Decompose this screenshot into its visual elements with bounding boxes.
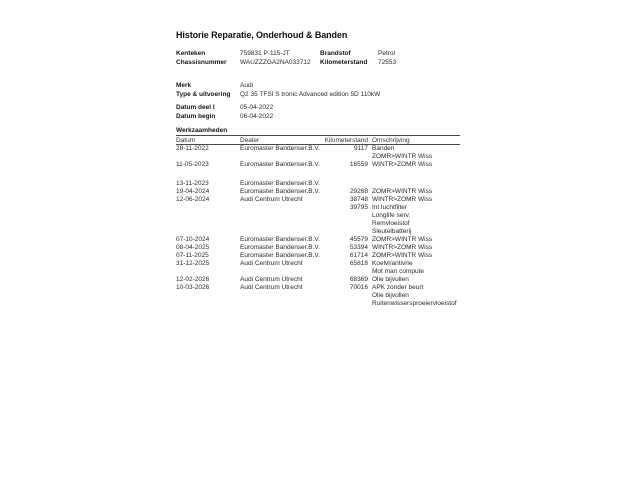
type-uitvoering-label: Type & uitvoering (176, 91, 231, 98)
cell-omschrijving: Mot man compute (372, 268, 425, 275)
table-row-spacer (176, 169, 460, 180)
table-row (176, 212, 460, 220)
table-row (176, 228, 460, 236)
vehicle-make-section (176, 81, 460, 99)
cell-datum: 08-04-2025 (176, 244, 210, 251)
cell-kilometerstand (317, 300, 368, 308)
table-row (176, 153, 460, 161)
cell-datum: 07-11-2025 (176, 252, 209, 259)
table-row (176, 188, 460, 196)
cell-datum: 10-03-2026 (176, 284, 210, 291)
cell-datum: 31-12-2025 (176, 260, 210, 267)
cell-dealer: Euromaster Bandenser.B.V. (240, 180, 320, 187)
datum-deel-label: Datum deel I (176, 104, 215, 111)
type-uitvoering-value: Q2 35 TFSI S tronic Advanced edition 5D 110kW (240, 91, 381, 98)
cell-kilometerstand (317, 268, 368, 276)
table-row (176, 284, 460, 292)
merk-label: Merk (176, 82, 192, 89)
column-header-kilometerstand: Kilometerstand (324, 137, 368, 144)
cell-kilometerstand (317, 212, 368, 220)
merk-value: Audi (240, 82, 254, 89)
cell-omschrijving: WINTR>ZOMR Wiss (372, 244, 433, 251)
cell-kilometerstand (317, 220, 368, 228)
cell-dealer: Euromaster Bandenser.B.V. (240, 244, 320, 251)
cell-omschrijving: Olie bijvullen (372, 292, 409, 299)
cell-omschrijving (368, 180, 460, 188)
cell-datum: 19-04-2024 (176, 188, 210, 195)
table-row (176, 268, 460, 276)
report-content (176, 30, 460, 308)
cell-dealer (240, 228, 317, 236)
cell-kilometerstand (317, 169, 368, 180)
cell-dealer: Euromaster Bandenser.B.V. (240, 161, 320, 168)
cell-kilometerstand: 70016 (349, 284, 368, 291)
page-title: Historie Reparatie, Onderhoud & Banden (176, 30, 348, 40)
cell-datum (176, 228, 240, 236)
cell-omschrijving: ZOMR>WINTR Wiss (372, 153, 433, 160)
brandstof-value: Petrol (378, 50, 395, 57)
cell-dealer: Audi Centrum Utrecht (240, 196, 303, 203)
cell-dealer (240, 292, 317, 300)
datum-begin-label: Datum begin (176, 113, 216, 120)
cell-omschrijving: Int luchtfilter (372, 204, 408, 211)
table-row (176, 260, 460, 268)
table-header-row (176, 135, 460, 145)
cell-kilometerstand: 16559 (349, 161, 368, 168)
column-header-dealer: Dealer (240, 137, 260, 144)
cell-kilometerstand (317, 228, 368, 236)
cell-kilometerstand: 9117 (354, 145, 368, 152)
datum-deel-value: 05-04-2022 (240, 104, 274, 111)
table-row (176, 161, 460, 169)
cell-omschrijving: Olie bijvullen (372, 276, 409, 283)
cell-dealer: Audi Centrum Utrecht (240, 276, 303, 283)
cell-omschrijving: Remvloeistof (372, 220, 410, 227)
cell-dealer (240, 300, 317, 308)
cell-datum: 28-11-2022 (176, 145, 209, 152)
cell-omschrijving: Banden (372, 145, 395, 152)
cell-datum (176, 204, 240, 212)
dates-section (176, 103, 460, 121)
kenteken-label: Kenteken (176, 50, 206, 57)
cell-dealer: Audi Centrum Utrecht (240, 284, 303, 291)
table-row (176, 145, 460, 153)
table-row (176, 236, 460, 244)
cell-dealer: Euromaster Bandenser.B.V. (240, 252, 320, 259)
table-row (176, 220, 460, 228)
chassisnummer-value: WAUZZZGA2NA033712 (240, 59, 311, 66)
cell-datum: 12-06-2024 (176, 196, 210, 203)
cell-omschrijving: Longlife serv. (372, 212, 411, 219)
cell-dealer (240, 220, 317, 228)
cell-omschrijving: ZOMR>WINTR Wiss (372, 236, 433, 243)
cell-datum (176, 153, 240, 161)
cell-kilometerstand (317, 153, 368, 161)
cell-dealer (240, 153, 317, 161)
column-header-datum: Datum (176, 137, 196, 144)
cell-datum (176, 300, 240, 308)
cell-omschrijving (368, 169, 460, 180)
cell-datum (176, 268, 240, 276)
cell-dealer (240, 268, 317, 276)
table-row (176, 244, 460, 252)
cell-dealer: Audi Centrum Utrecht (240, 260, 303, 267)
werkzaamheden-table (176, 135, 460, 308)
cell-kilometerstand: 65818 (349, 260, 368, 267)
cell-omschrijving: ZOMR>WINTR Wiss (372, 252, 433, 259)
table-row (176, 196, 460, 204)
table-row (176, 204, 460, 212)
kilometerstand-value: 72553 (378, 59, 397, 66)
cell-datum (176, 220, 240, 228)
cell-kilometerstand: 29268 (349, 188, 368, 195)
cell-omschrijving: WINTR>ZOMR Wiss (372, 161, 433, 168)
cell-omschrijving: Koelvl/antivrie (372, 260, 413, 267)
cell-omschrijving: WINTR>ZOMR Wiss (372, 196, 433, 203)
chassisnummer-label: Chassisnummer (176, 59, 227, 66)
table-row (176, 276, 460, 284)
table-row (176, 292, 460, 300)
cell-datum (176, 169, 240, 180)
cell-omschrijving: Ruitenwissersproeiervloeistof (372, 300, 457, 307)
table-row (176, 300, 460, 308)
cell-kilometerstand: 53394 (349, 244, 368, 251)
cell-datum: 13-11-2023 (176, 180, 209, 187)
cell-kilometerstand: 39795 (349, 204, 368, 211)
cell-kilometerstand (317, 180, 368, 188)
column-header-omschrijving: Omschrijving (372, 137, 410, 144)
table-row (176, 252, 460, 260)
cell-omschrijving: APK zonder beurt (372, 284, 424, 291)
cell-dealer (240, 204, 317, 212)
cell-omschrijving: ZOMR>WINTR Wiss (372, 188, 433, 195)
cell-dealer: Euromaster Bandenser.B.V. (240, 236, 320, 243)
brandstof-label: Brandstof (320, 50, 351, 57)
cell-kilometerstand: 61714 (349, 252, 368, 259)
cell-datum: 12-02-2026 (176, 276, 210, 283)
kilometerstand-label: Kilometerstand (320, 59, 368, 66)
cell-datum: 11-05-2023 (176, 161, 209, 168)
werkzaamheden-section-title: Werkzaamheden (176, 127, 228, 134)
datum-begin-value: 06-04-2022 (240, 113, 274, 120)
cell-kilometerstand (317, 292, 368, 300)
cell-kilometerstand: 68369 (349, 276, 368, 283)
vehicle-id-section (176, 49, 460, 67)
cell-kilometerstand: 38748 (349, 196, 368, 203)
cell-datum (176, 212, 240, 220)
cell-datum: 07-10-2024 (176, 236, 210, 243)
kenteken-value: 759831 P-115-JT (240, 50, 290, 57)
cell-dealer: Euromaster Bandenser.B.V. (240, 188, 320, 195)
cell-datum (176, 292, 240, 300)
cell-kilometerstand: 45579 (349, 236, 368, 243)
cell-dealer: Euromaster Bandenser.B.V. (240, 145, 320, 152)
cell-dealer (240, 212, 317, 220)
table-row (176, 180, 460, 188)
cell-dealer (240, 169, 317, 180)
cell-omschrijving: Sleutelbatterij (372, 228, 412, 235)
